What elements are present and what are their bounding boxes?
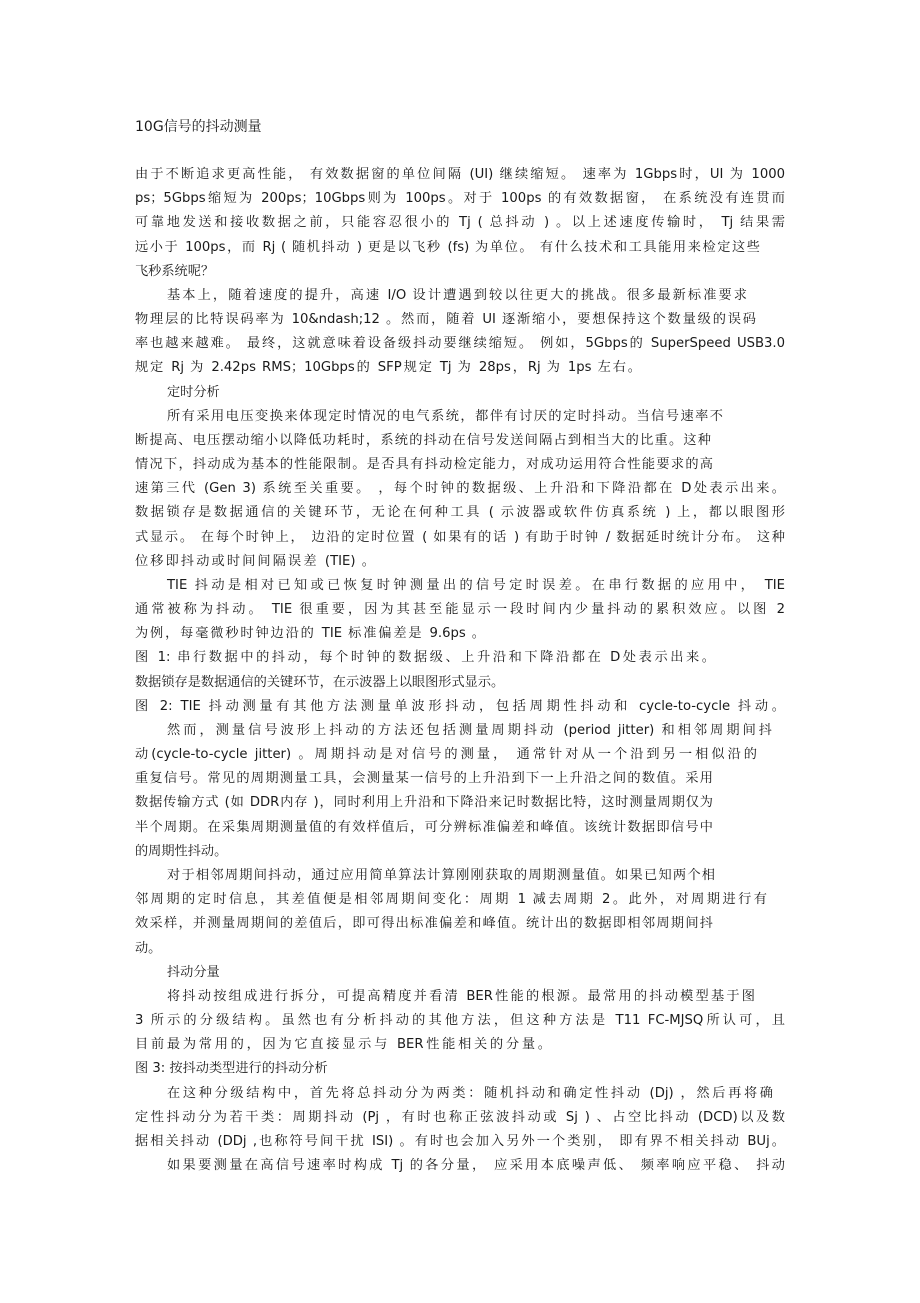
text-line: 飞秒系统呢？ — [135, 263, 215, 279]
text-line: 半个周期。在采集周期测量值的有效样值后，可分辨标准偏差和峰值。该统计数据即信号中 — [135, 819, 713, 835]
text-line: 位移即抖动或时间间隔误差 (TIE) 。 — [135, 553, 375, 569]
text-line: 数据传输方式 (如 DDR内存 )，同时利用上升沿和下降沿来记时数据比特，这时测量周期仅为 — [135, 795, 713, 811]
text-line: 由于不断追求更高性能， 有效数据窗的单位间隔 (UI) 继续缩短。 速率为 1Gbps时，UI 为 1000 — [135, 167, 785, 182]
text-line: 动。 — [135, 940, 162, 956]
text-line: 所有采用电压变换来体现定时情况的电气系统，都伴有讨厌的定时抖动。当信号速率不 — [167, 408, 723, 424]
document-body — [135, 163, 785, 1178]
text-line: 为例，每毫微秒时钟边沿的 TIE 标准偏差是 9.6ps 。 — [135, 626, 485, 642]
text-line: 重复信号。常见的周期测量工具，会测量某一信号的上升沿到下一上升沿之间的数值。采用 — [135, 771, 713, 787]
text-line: 远小于 100ps，而 Rj ( 随机抖动 ) 更是以飞秒 (fs) 为单位。 有什么技术和工具能用来检定这些 — [135, 239, 760, 255]
section-heading-jitter-components: 抖动分量 — [167, 964, 220, 980]
text-line: 基本上，随着速度的提升，高速 I/O 设计遭遇到较以往更大的挑战。很多最新标准要求 — [167, 287, 747, 303]
text-line: 据相关抖动 (DDj ,也称符号间干扰 ISI) 。有时也会加入另外一个类别， 即有界不相关抖动 BUj。 — [135, 1133, 785, 1149]
text-line: 物理层的比特误码率为 10&ndash;12 。然而，随着 UI 逐渐缩小，要想保持这个数量级的误码 — [135, 312, 756, 328]
text-line: 然而，测量信号波形上抖动的方法还包括测量周期抖动 (period jitter) 和相邻周期间抖 — [167, 722, 772, 738]
text-line: 式显示。 在每个时钟上， 边沿的定时位置 ( 如果有的话 ) 有助于时钟 / 数据延时统计分布。 这种 — [135, 529, 785, 545]
figure-caption-1-continued: 数据锁存是数据通信的关键环节，在示波器上以眼图形式显示。 — [135, 674, 505, 690]
text-line: ps；5Gbps缩短为 200ps；10Gbps则为 100ps。对于 100ps 的有效数据窗， 在系统没有连贯而 — [135, 191, 785, 207]
text-line: 如果要测量在高信号速率时构成 Tj 的各分量， 应采用本底噪声低、 频率响应平稳、 抖动 — [167, 1158, 785, 1174]
text-line: 规定 Rj 为 2.42ps RMS；10Gbps的 SFP规定 Tj 为 28ps，Rj 为 1ps 左右。 — [135, 360, 641, 376]
section-heading-timing: 定时分析 — [167, 384, 220, 400]
text-line: 的周期性抖动。 — [135, 843, 228, 859]
text-line: 目前最为常用的，因为它直接显示与 BER性能相关的分量。 — [135, 1037, 551, 1053]
text-line: TIE 抖动是相对已知或已恢复时钟测量出的信号定时误差。在串行数据的应用中， TIE — [167, 577, 785, 593]
document-title: 10G信号的抖动测量 — [135, 119, 262, 135]
text-line: 定性抖动分为若干类：周期抖动 (Pj ，有时也称正弦波抖动或 Sj ) 、占空比抖动 (DCD)以及数 — [135, 1109, 785, 1125]
text-line: 3 所示的分级结构。虽然也有分析抖动的其他方法，但这种方法是 T11 FC-MJSQ所认可，且 — [135, 1013, 785, 1029]
text-line: 将抖动按组成进行拆分，可提高精度并看清 BER性能的根源。最常用的抖动模型基于图 — [167, 988, 755, 1004]
text-line: 动(cycle-to-cycle jitter) 。周期抖动是对信号的测量， 通常针对从一个沿到另一相似沿的 — [135, 747, 757, 763]
figure-caption-2: 图 2: TIE 抖动测量有其他方法测量单波形抖动，包括周期性抖动和 cycle-to-cycle 抖动。 — [135, 698, 785, 714]
figure-caption-3: 图 3: 按抖动类型进行的抖动分析 — [135, 1061, 328, 1077]
text-line: 数据锁存是数据通信的关键环节，无论在何种工具 ( 示波器或软件仿真系统 ) 上，都以眼图形 — [135, 505, 785, 521]
text-line: 效采样，并测量周期间的差值后，即可得出标准偏差和峰值。统计出的数据即相邻周期间抖 — [135, 916, 713, 932]
text-line: 可靠地发送和接收数据之前，只能容忍很小的 Tj ( 总抖动 ) 。以上述速度传输时， Tj 结果需 — [135, 215, 785, 231]
text-line: 断提高、电压摆动缩小以降低功耗时，系统的抖动在信号发送间隔占到相当大的比重。这种 — [135, 432, 711, 448]
text-line: 对于相邻周期间抖动，通过应用简单算法计算刚刚获取的周期测量值。如果已知两个相 — [167, 867, 715, 883]
text-line: 率也越来越难。 最终，这就意味着设备级抖动要继续缩短。 例如，5Gbps的 SuperSpeed USB3.0 — [135, 336, 785, 352]
text-line: 邻周期的定时信息，其差值便是相邻周期间变化：周期 1 减去周期 2。此外，对周期进行有 — [135, 892, 767, 908]
text-line: 情况下，抖动成为基本的性能限制。是否具有抖动检定能力，对成功运用符合性能要求的高 — [135, 457, 713, 473]
text-line: 在这种分级结构中，首先将总抖动分为两类：随机抖动和确定性抖动 (Dj) ，然后再将确 — [167, 1085, 773, 1101]
text-line: 速第三代 (Gen 3) 系统至关重要。 ，每个时钟的数据级、上升沿和下降沿都在 D处表示出来。 — [135, 481, 785, 497]
figure-caption-1: 图 1: 串行数据中的抖动，每个时钟的数据级、上升沿和下降沿都在 D处表示出来。 — [135, 650, 715, 666]
text-line: 通常被称为抖动。 TIE 很重要，因为其甚至能显示一段时间内少量抖动的累积效应。以图 2 — [135, 602, 785, 618]
